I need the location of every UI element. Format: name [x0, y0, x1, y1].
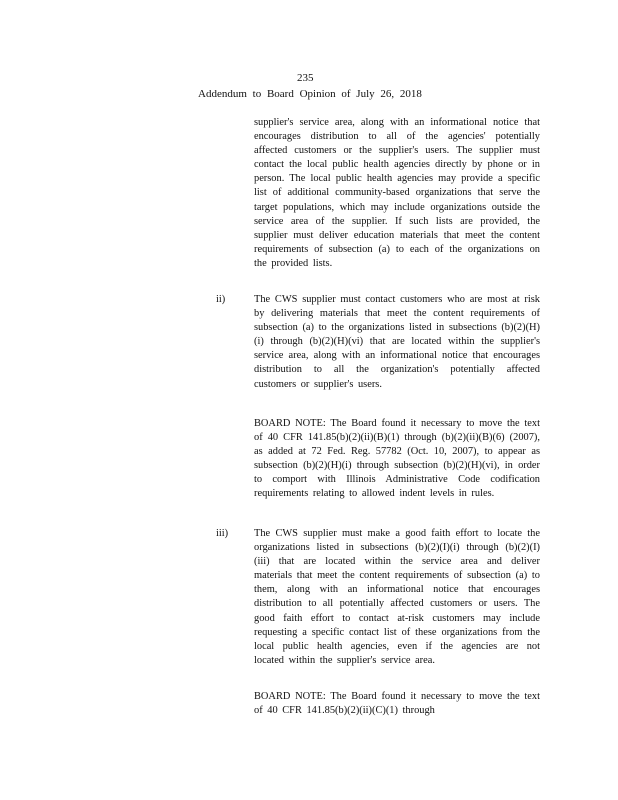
continuation-text: supplier's service area, along with an informational notice that encourages distribution to all of the agencies' potentially affected customers or the supplier's users. The supplier must contact the local public health agencies directly by phone or in person. The local public health agencies may provide a specific list of additional community-based organizations that serve the target populations, which may include organizations outside the service area of the supplier. If such lists are provided, the supplier must deliver education materials that meet the content requirements of subsection (a) to each of the organizations on the provided lists.: [254, 117, 540, 269]
item-marker-iii: iii): [216, 528, 229, 539]
item-iii-paragraph: [254, 527, 540, 668]
board-note-1: [254, 417, 540, 502]
board-note-1-text: BOARD NOTE: The Board found it necessary to move the text of 40 CFR 141.85(b)(2)(ii)(B)(1) through (b)(2)(ii)(B)(6) (2007), as added at 72 Fed. Reg. 57782 (Oct. 10, 2007), to appear as subsection (b)(2)(H)(i) through subsection (b)(2)(H)(vi), in order to comport with Illinois Administrative Code codification requirements relating to allowed indent levels in rules.: [254, 418, 540, 500]
board-note-2: [254, 690, 540, 718]
page-header: Addendum to Board Opinion of July 26, 2018: [198, 88, 422, 100]
item-marker-ii: ii): [216, 294, 226, 305]
page-number: 235: [297, 72, 314, 84]
item-ii-paragraph: [254, 293, 540, 392]
continuation-paragraph: [254, 116, 540, 271]
item-iii-text: The CWS supplier must make a good faith effort to locate the organizations listed in subsections (b)(2)(I)(i) through (b)(2)(I)(iii) that are located within the service area and deliver materials that meet the content requirements of subsection (a) to them, along with an informational notice that encourages distribution to all potentially affected customers or users. The good faith effort to contact at-risk customers may include requesting a specific contact list of these organizations from the local public health agencies, even if the agencies are not located within the supplier's service area.: [254, 528, 540, 666]
item-ii-text: The CWS supplier must contact customers who are most at risk by delivering materials that meet the content requirements of subsection (a) to the organizations listed in subsections (b)(2)(H)(i) through (b)(2)(H)(vi) that are located within the supplier's service area, along with an informational notice that encourages distribution to all the organization's potentially affected customers or supplier's users.: [254, 294, 540, 390]
board-note-2-text: BOARD NOTE: The Board found it necessary to move the text of 40 CFR 141.85(b)(2)(ii)(C)(1) through: [254, 691, 540, 717]
